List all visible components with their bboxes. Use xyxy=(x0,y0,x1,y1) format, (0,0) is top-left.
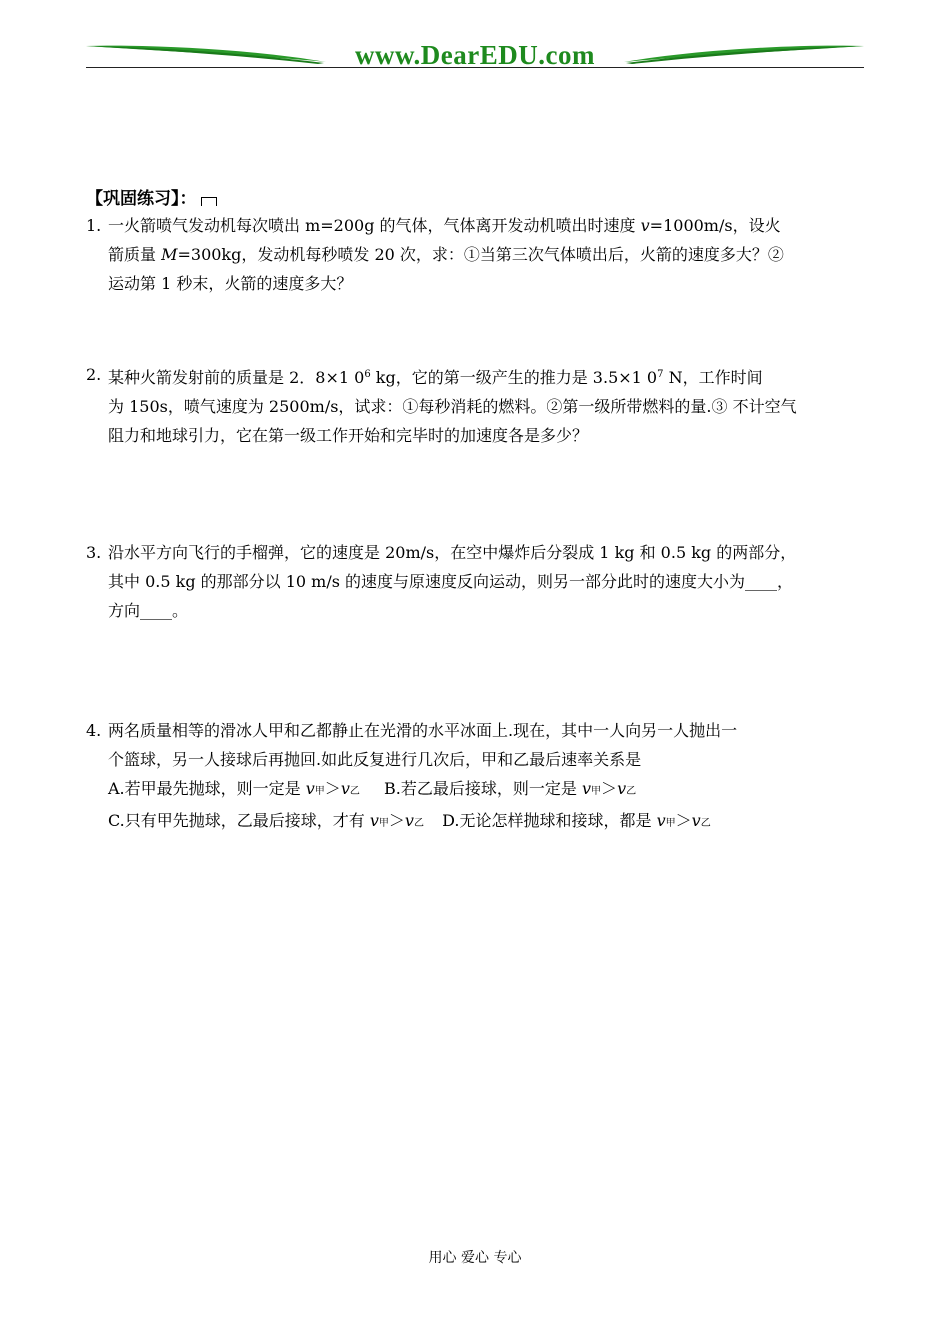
question-line: 一火箭喷气发动机每次喷出 m=200g 的气体，气体离开发动机喷出时速度 v=1000m/s，设火 xyxy=(108,216,781,235)
section-title xyxy=(86,184,217,209)
option-d: D.无论怎样抛球和接球，都是 v甲＞v乙 xyxy=(442,811,711,830)
option-a: A.若甲最先抛球，则一定是 v甲＞v乙 xyxy=(108,779,360,798)
cursor-mark-icon xyxy=(201,197,217,206)
question-line: 箭质量 M=300kg，发动机每秒喷发 20 次，求：①当第三次气体喷出后，火箭的速度多大？② xyxy=(108,245,784,264)
site-name[interactable]: www.DearEDU.com xyxy=(355,40,595,70)
question-line: 为 150s，喷气速度为 2500m/s，试求：①每秒消耗的燃料。②第一级所带燃料的量.③ 不计空气 xyxy=(108,397,797,416)
header-divider xyxy=(86,67,864,68)
question-number: 1. xyxy=(86,216,102,235)
question-1 xyxy=(86,211,871,298)
question-line: 阻力和地球引力，它在第一级工作开始和完毕时的加速度各是多少？ xyxy=(108,426,589,445)
section-title-text: 【巩固练习】： xyxy=(86,189,197,209)
question-line: 沿水平方向飞行的手榴弹，它的速度是 20m/s，在空中爆炸后分裂成 1 kg 和 0.5 kg 的两部分， xyxy=(108,543,797,562)
question-2 xyxy=(86,360,871,450)
option-c: C.只有甲先抛球，乙最后接球，才有 v甲＞v乙 xyxy=(108,811,424,830)
question-3 xyxy=(86,538,871,625)
question-number: 4. xyxy=(86,721,102,740)
question-4 xyxy=(86,716,871,838)
question-line: 两名质量相等的滑冰人甲和乙都静止在光滑的水平冰面上.现在，其中一人向另一人抛出一 xyxy=(108,721,738,740)
options-row-2 xyxy=(108,806,871,838)
question-number: 3. xyxy=(86,543,102,562)
option-b: B.若乙最后接球，则一定是 v甲＞v乙 xyxy=(384,779,637,798)
question-line: 其中 0.5 kg 的那部分以 10 m/s 的速度与原速度反向运动，则另一部分此时的速度大小为____， xyxy=(108,572,794,591)
question-line: 个篮球，另一人接球后再抛回.如此反复进行几次后，甲和乙最后速率关系是 xyxy=(108,750,642,769)
question-number: 2. xyxy=(86,365,102,384)
question-line: 运动第 1 秒末，火箭的速度多大？ xyxy=(108,274,353,293)
question-line: 方向____。 xyxy=(108,601,189,620)
options-row-1 xyxy=(108,774,871,806)
question-line: 某种火箭发射前的质量是 2．8×1 $0^6$ kg，它的第一级产生的推力是 3.5×1 $0^7$ N，工作时间 xyxy=(108,368,763,387)
page-footer: 用心 爱心 专心 xyxy=(428,1250,522,1266)
